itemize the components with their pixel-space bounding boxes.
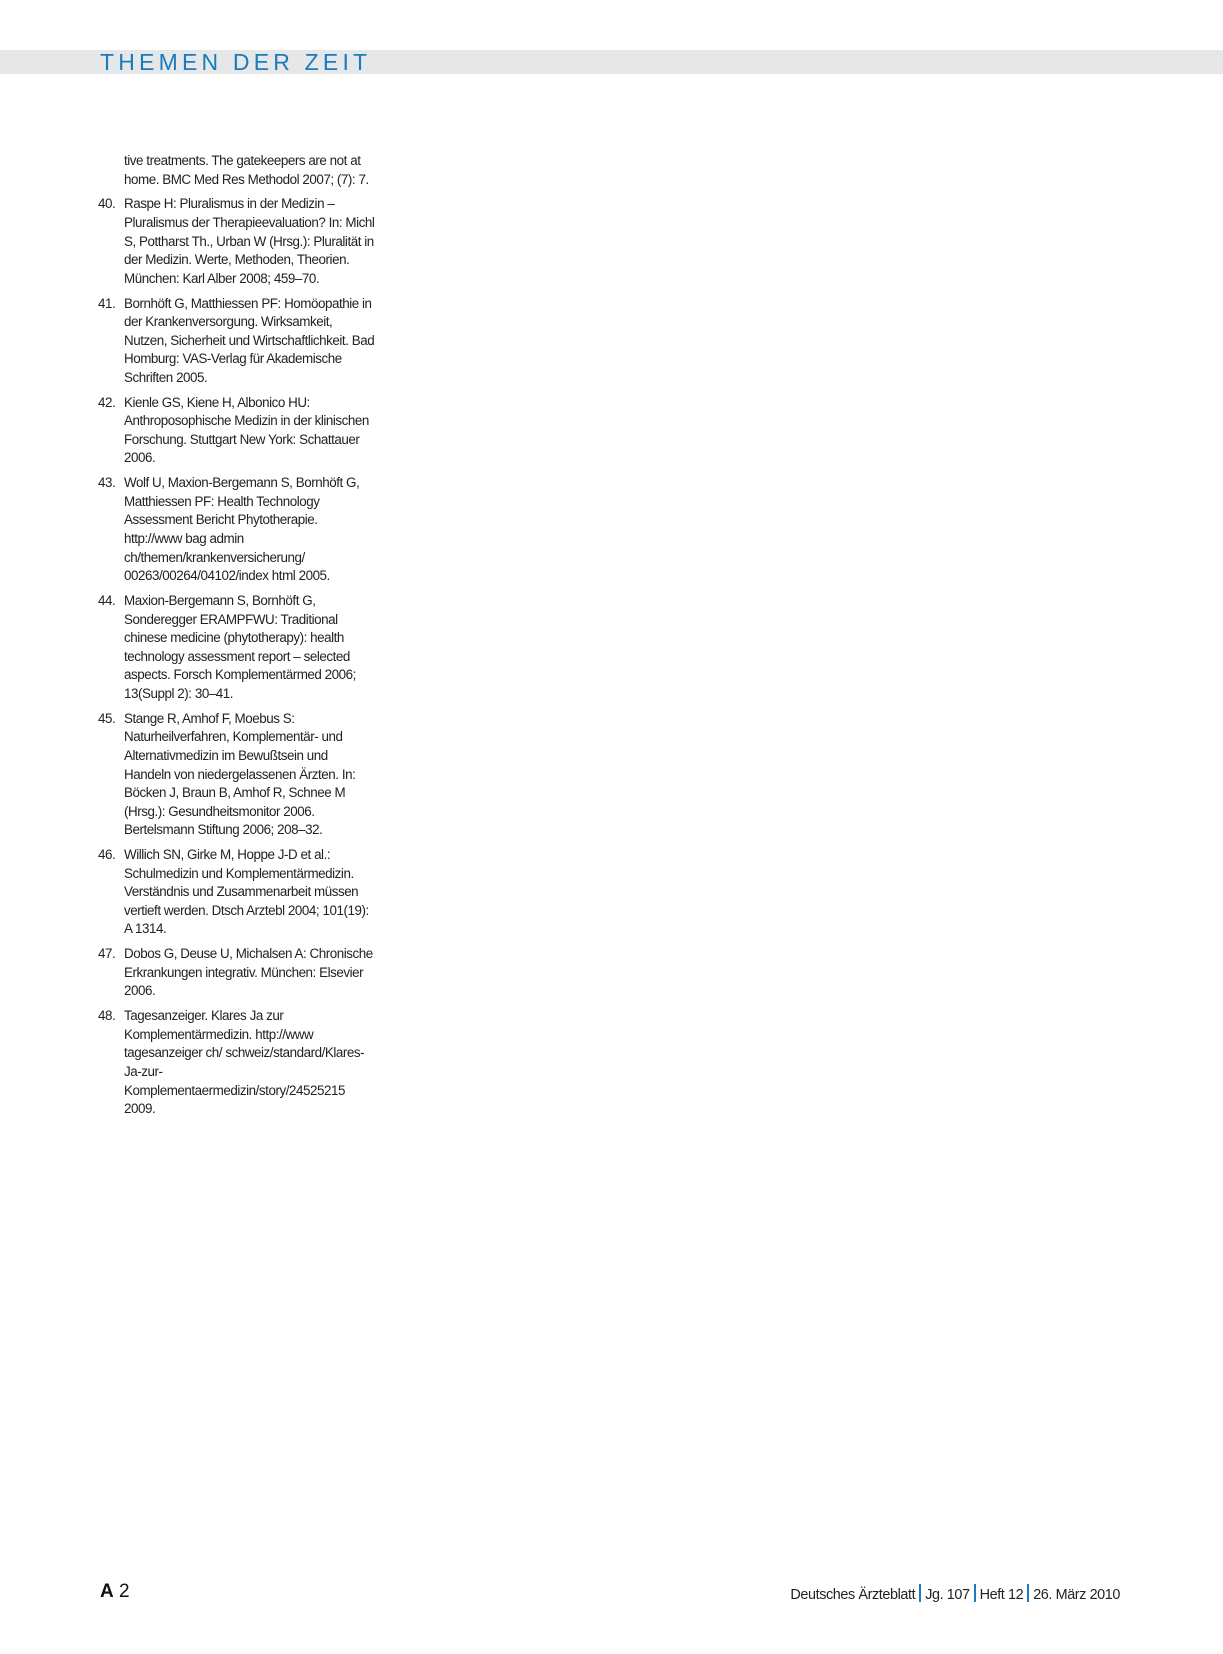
reference-item [98,474,375,586]
reference-list [98,152,375,1125]
reference-number: 42. [98,394,116,410]
footer-separator [974,1584,976,1602]
reference-continuation: tive treatments. The gatekeepers are not at home. BMC Med Res Methodol 2007; (7): 7. [124,153,369,187]
reference-item [98,945,375,1001]
reference-number: 48. [98,1008,116,1024]
reference-item [98,195,375,288]
reference-text: Maxion-Bergemann S, Bornhöft G, Sonderegger ERAMPFWU: Traditional chinese medicine (phytotherapy): health technology assessment report – selected aspects. Forsch Komplementärmed 2006; 13(Suppl 2): 30–41. [124,593,356,701]
footer-separator [1027,1584,1029,1602]
reference-number: 43. [98,475,116,491]
reference-text: Kienle GS, Kiene H, Albonico HU: Anthroposophische Medizin in der klinischen Forschung. Stuttgart New York: Schattauer 2006. [124,394,369,466]
reference-item [98,1007,375,1119]
journal-issue: Heft 12 [979,1587,1024,1603]
journal-footer [790,1584,1120,1605]
reference-text: Tagesanzeiger. Klares Ja zur Komplementärmedizin. http://www tagesanzeiger ch/ schweiz/standard/Klares-Ja-zur-Komplementaermedizin/story/24525215 2009. [124,1008,365,1117]
reference-text: Willich SN, Girke M, Hoppe J-D et al.: Schulmedizin und Komplementärmedizin. Verständnis und Zusammenarbeit müssen vertieft werden. Dtsch Arztebl 2004; 101(19): A 1314. [124,847,369,937]
reference-text: Raspe H: Pluralismus in der Medizin – Pluralismus der Therapieevaluation? In: Michl S, Pottharst Th., Urban W (Hrsg.): Pluralität in der Medizin. Werte, Methoden, Theorien. München: Karl Alber 2008; 459–70. [124,196,375,286]
journal-date: 26. März 2010 [1033,1587,1120,1603]
page-letter: A [100,1581,114,1602]
reference-item [98,295,375,388]
page-number [100,1580,130,1604]
section-title: THEMEN DER ZEIT [100,49,372,75]
reference-text: Dobos G, Deuse U, Michalsen A: Chronische Erkrankungen integrativ. München: Elsevier 2006. [124,946,373,999]
reference-text: Bornhöft G, Matthiessen PF: Homöopathie in der Krankenversorgung. Wirksamkeit, Nutzen, Sicherheit und Wirtschaftlichkeit. Bad Homburg: VAS-Verlag für Akademische Schriften 2005. [124,295,375,385]
reference-number: 44. [98,593,116,608]
reference-number: 46. [98,847,116,863]
journal-name: Deutsches Ärzteblatt [790,1587,916,1603]
reference-text: Wolf U, Maxion-Bergemann S, Bornhöft G, Matthiessen PF: Health Technology Assessment Bericht Phytotherapie. http://www bag admin ch/themen/krankenversicherung/ 00263/00264/04102/index html 2005. [124,475,360,584]
reference-item [98,846,375,939]
reference-text: Stange R, Amhof F, Moebus S: Naturheilverfahren, Komplementär- und Alternativmedizin im Bewußtsein und Handeln von niedergelassenen Ärzten. In: Böcken J, Braun B, Amhof R, Schnee M (Hrsg.): Gesundheitsmonitor 2006. Bertelsmann Stiftung 2006; 208–32. [124,710,356,838]
page-number-value: 2 [119,1581,130,1602]
reference-number: 47. [98,946,116,962]
reference-item [98,710,375,840]
footer-separator [919,1584,921,1602]
reference-item [98,394,375,468]
reference-number: 41. [98,295,116,311]
reference-item [98,592,375,704]
reference-number: 40. [98,196,116,212]
reference-number: 45. [98,710,116,726]
journal-volume: Jg. 107 [925,1587,970,1603]
